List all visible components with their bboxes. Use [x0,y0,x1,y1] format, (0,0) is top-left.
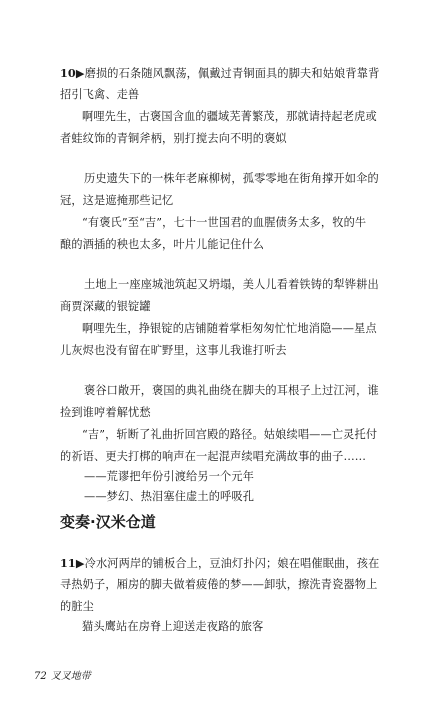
paragraph-history-line-3: “有褒氏”至“吉”，七十一世国君的血腥债务太多，牧的牛 [82,216,367,229]
paragraph-10-line-1 [60,66,379,81]
paragraph-text: 冷水河两岸的铺板合上，豆油灯扑闪；娘在唱催眠曲，孩在 [84,557,380,570]
paragraph-history-line-1: 历史遗失下的一株年老麻柳树，孤零零地在街角撑开如伞的 [84,172,379,185]
paragraph-valley-line-2: 捡到谁哼着解忧愁 [60,406,151,419]
paragraph-text: 磨损的石条随风飘荡，佩戴过青铜面具的脚夫和姑娘背靠背 [84,67,380,80]
paragraph-11-line-2: 寻热奶子，厢房的脚夫做着疲倦的梦——卸驮，擦洗青瓷器物上 [60,578,378,591]
paragraph-11-line-3: 的脏尘 [60,600,95,613]
book-title: 叉叉地带 [50,671,91,682]
section-marker-10: 10▶ [60,66,85,80]
paragraph-11-line-1 [60,556,379,571]
paragraph-valley-line-1: 褒谷口敞开，褒国的典礼曲绕在脚夫的耳根子上过江河，谁 [84,384,379,397]
paragraph-history-line-4: 酿的酒插的秧也太多，叶片儿能记住什么 [60,238,265,251]
paragraph-history-line-2: 冠，这是遮掩那些记忆 [60,194,174,207]
paragraph-10-line-2: 招引飞禽、走兽 [60,88,140,101]
paragraph-10-line-4: 者蛙纹饰的青铜斧柄，别打搅去向不明的褒姒 [60,132,287,145]
page-number: 72 [34,671,47,682]
paragraph-land-line-4: 儿灰烬也没有留在旷野里，这事儿我谁打听去 [60,344,287,357]
page-footer [34,667,91,682]
section-marker-11: 11▶ [60,556,85,570]
paragraph-10-line-3: 啊哩先生，古褒国含血的疆域芜菁繁茂，那就请持起老虎或 [82,110,377,123]
paragraph-land-line-3: 啊哩先生，挣银锭的店铺随着掌柜匆匆忙忙地消隐——星点 [82,322,377,335]
dash-line-1: ——荒谬把年份引渡给另一个元年 [84,470,255,483]
paragraph-11-line-4: 猫头鹰站在房脊上迎送走夜路的旅客 [82,620,264,633]
paragraph-valley-line-4: 的祈语、更夫打梆的响声在一起混声续唱充满故事的曲子…… [60,450,367,463]
paragraph-land-line-1: 土地上一座座城池筑起又坍塌，美人儿看着铁铸的犁铧耕出 [84,278,379,291]
section-heading: 变奏·汉米仓道 [60,513,156,531]
paragraph-land-line-2: 商贾深藏的银锭罐 [60,300,151,313]
paragraph-valley-line-3: “吉”，斩断了礼曲折回宫殿的路径。姑娘续唱——亡灵托付 [82,428,378,441]
dash-line-2: ——梦幻、热泪塞住虚土的呼吸孔 [84,490,255,503]
